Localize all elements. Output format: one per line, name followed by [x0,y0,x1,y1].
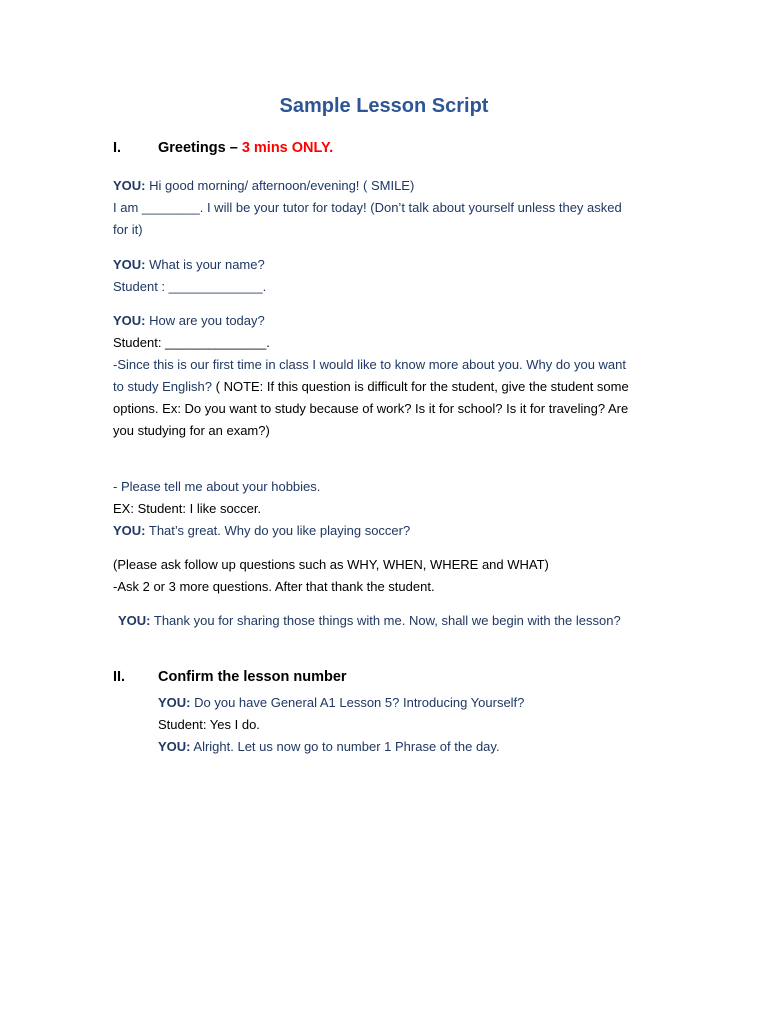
student-how-line: Student: ______________. [113,335,270,350]
speaker-label: YOU: [113,178,146,193]
student-yes-line: Student: Yes I do. [158,717,260,732]
line-text: Thank you for sharing those things with me. Now, shall we begin with the lesson? [150,613,621,628]
thats-great-line [113,520,673,542]
line-text: Hi good morning/ afternoon/evening! ( SMILE) [145,178,415,193]
study-english-question: to study English? [113,379,213,394]
section-number: I. [113,140,122,156]
section-number: II. [113,669,126,685]
page-title: Sample Lesson Script [279,95,489,117]
section-heading-greetings [113,140,333,156]
followup-line-2: -Ask 2 or 3 more questions. After that thank the student. [113,579,435,594]
line-text: Do you have General A1 Lesson 5? Introducing Yourself? [190,695,525,710]
intro-line: I am ________. I will be your tutor for today! (Don’t talk about yourself unless they asked [113,200,622,215]
lesson-question-line [158,692,718,714]
question-name-line [113,254,673,276]
speaker-label: YOU: [113,313,146,328]
thank-you-line [118,610,678,632]
student-name-line: Student : _____________. [113,279,267,294]
intro-line-continued: for it) [113,222,143,237]
speaker-label: YOU: [113,257,146,272]
greeting-line [113,175,673,197]
section-time-limit: 3 mins ONLY. [241,140,334,156]
line-text: That’s great. Why do you like playing soccer? [145,523,411,538]
since-line: -Since this is our first time in class I would like to know more about you. Why do you want [113,357,626,372]
followup-line: (Please ask follow up questions such as WHY, WHEN, WHERE and WHAT) [113,557,549,572]
line-text: Alright. Let us now go to number 1 Phrase of the day. [190,739,500,754]
speaker-label: YOU: [158,695,191,710]
speaker-label: YOU: [113,523,146,538]
example-line: EX: Student: I like soccer. [113,501,262,516]
options-line-continued: you studying for an exam?) [113,423,270,438]
since-line-2 [113,376,673,398]
options-line: options. Ex: Do you want to study because of work? Is it for school? Is it for traveling? Are [113,401,629,416]
line-text: What is your name? [145,257,265,272]
hobbies-line: - Please tell me about your hobbies. [113,479,321,494]
alright-line [158,736,718,758]
note-text: ( NOTE: If this question is difficult for the student, give the student some [212,379,629,394]
speaker-label: YOU: [158,739,191,754]
line-text: How are you today? [145,313,265,328]
section-title: Confirm the lesson number [158,669,347,685]
section-heading-lesson-number [113,669,347,685]
speaker-label: YOU: [118,613,151,628]
section-title: Greetings – [158,140,238,156]
question-how-line [113,310,673,332]
